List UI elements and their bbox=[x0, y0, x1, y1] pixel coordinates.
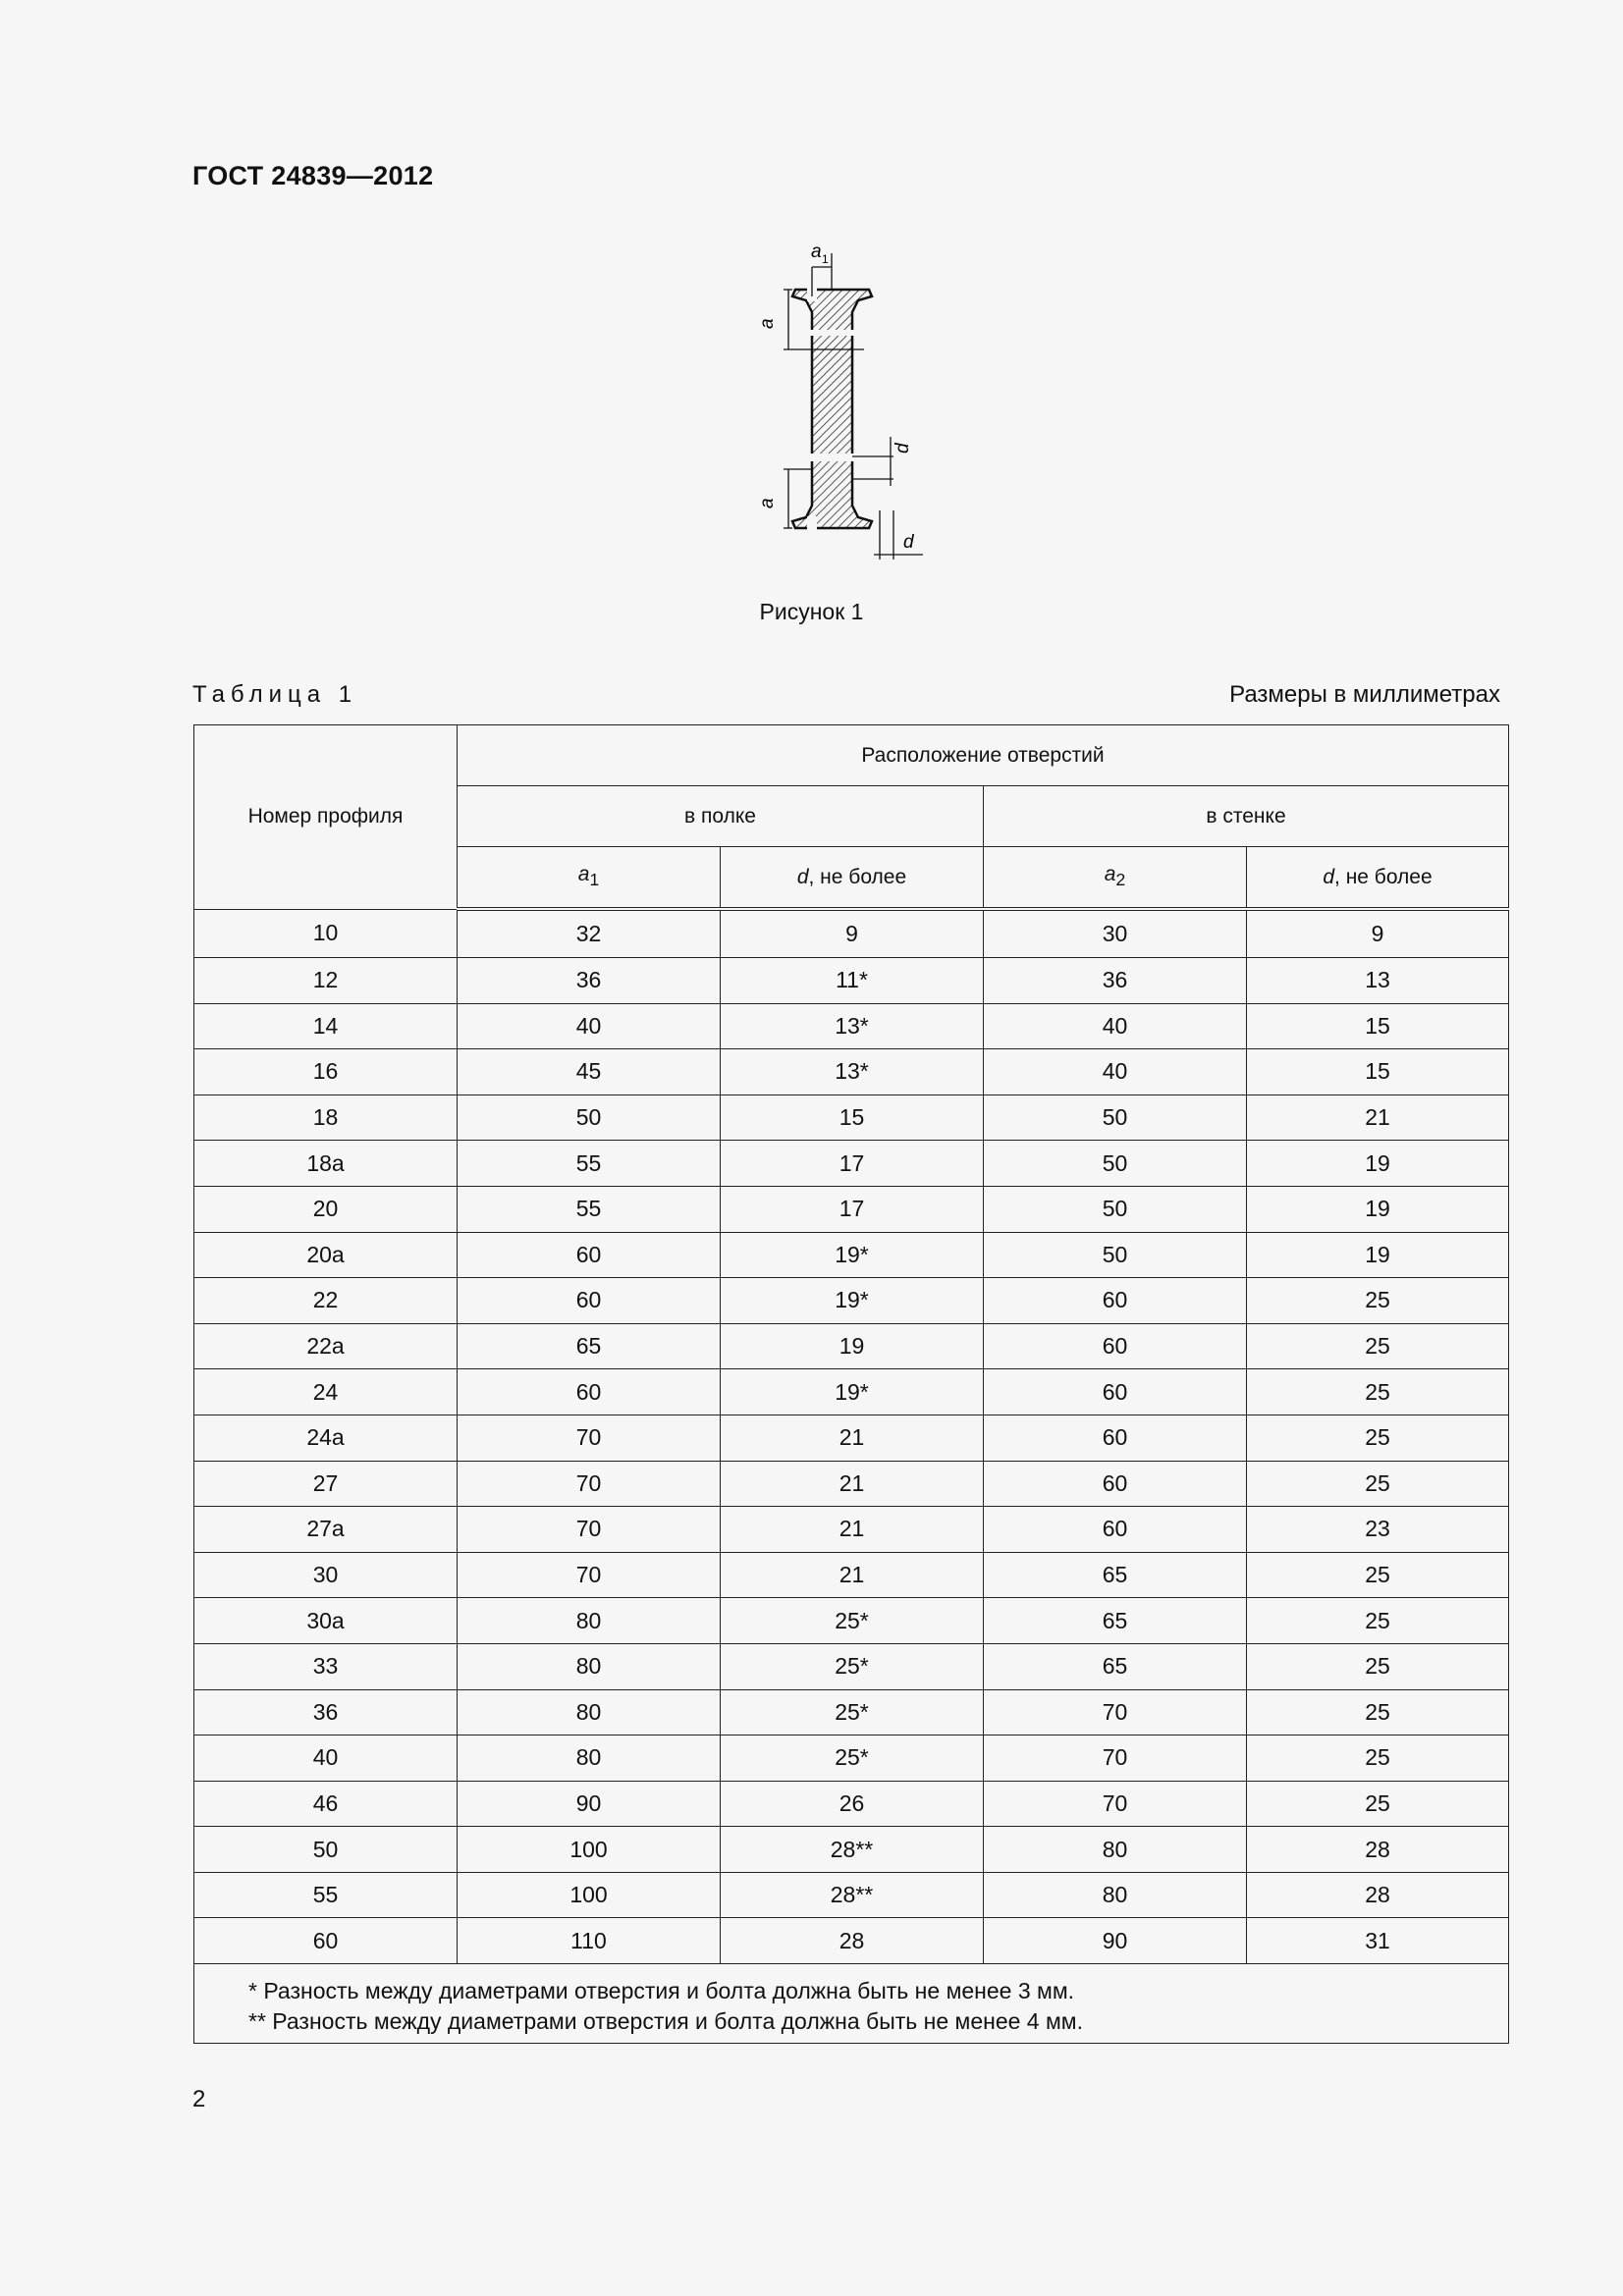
table-row bbox=[194, 1781, 1509, 1827]
table-cell: 65 bbox=[984, 1643, 1247, 1689]
table-cell: 25 bbox=[1247, 1461, 1509, 1507]
table-row bbox=[194, 1918, 1509, 1964]
table-cell: 20 bbox=[194, 1186, 458, 1232]
table-cell: 22а bbox=[194, 1323, 458, 1369]
table-cell: 10 bbox=[194, 909, 458, 958]
table-row bbox=[194, 1643, 1509, 1689]
table-cell: 30а bbox=[194, 1598, 458, 1644]
table-cell: 24а bbox=[194, 1415, 458, 1461]
table-cell: 36 bbox=[194, 1689, 458, 1735]
table-row bbox=[194, 1369, 1509, 1415]
table-cell: 60 bbox=[984, 1278, 1247, 1324]
table-cell: 70 bbox=[458, 1461, 721, 1507]
table-cell: 80 bbox=[458, 1643, 721, 1689]
table-row bbox=[194, 1827, 1509, 1873]
table-cell: 70 bbox=[984, 1781, 1247, 1827]
table-cell: 55 bbox=[458, 1186, 721, 1232]
table-label: Таблица 1 bbox=[192, 681, 358, 708]
table-cell: 9 bbox=[1247, 909, 1509, 958]
table-cell: 32 bbox=[458, 909, 721, 958]
table-cell: 80 bbox=[458, 1689, 721, 1735]
table-cell: 70 bbox=[458, 1552, 721, 1598]
table-cell: 65 bbox=[984, 1598, 1247, 1644]
table-cell: 13 bbox=[1247, 958, 1509, 1004]
table-cell: 25 bbox=[1247, 1735, 1509, 1782]
table-cell: 110 bbox=[458, 1918, 721, 1964]
table-cell: 19 bbox=[1247, 1186, 1509, 1232]
table-cell: 28 bbox=[1247, 1827, 1509, 1873]
header-a2: $a_2$ bbox=[984, 847, 1247, 910]
table-cell: 60 bbox=[984, 1461, 1247, 1507]
table-cell: 60 bbox=[984, 1323, 1247, 1369]
label-a2-top: a bbox=[757, 318, 778, 329]
table-cell: 65 bbox=[984, 1552, 1247, 1598]
table-cell: 70 bbox=[458, 1507, 721, 1553]
table-cell: 15 bbox=[721, 1095, 984, 1141]
figure-caption: Рисунок 1 bbox=[759, 599, 864, 624]
table-cell: 19 bbox=[1247, 1141, 1509, 1187]
table-cell: 90 bbox=[984, 1918, 1247, 1964]
table-cell: 65 bbox=[458, 1323, 721, 1369]
table-cell: 20а bbox=[194, 1232, 458, 1278]
table-cell: 55 bbox=[194, 1872, 458, 1918]
table-cell: 60 bbox=[458, 1369, 721, 1415]
table-row bbox=[194, 1232, 1509, 1278]
table-cell: 19* bbox=[721, 1369, 984, 1415]
table-cell: 25 bbox=[1247, 1643, 1509, 1689]
table-cell: 40 bbox=[194, 1735, 458, 1782]
table-cell: 33 bbox=[194, 1643, 458, 1689]
table-cell: 12 bbox=[194, 958, 458, 1004]
table-cell: 25* bbox=[721, 1735, 984, 1782]
header-hole-location: Расположение отверстий bbox=[458, 725, 1509, 786]
table-cell: 27а bbox=[194, 1507, 458, 1553]
table-row bbox=[194, 1872, 1509, 1918]
table-cell: 30 bbox=[984, 909, 1247, 958]
table-cell: 19 bbox=[1247, 1232, 1509, 1278]
table-cell: 16 bbox=[194, 1049, 458, 1095]
table-cell: 50 bbox=[984, 1186, 1247, 1232]
table-cell: 31 bbox=[1247, 1918, 1509, 1964]
table-cell: 25* bbox=[721, 1598, 984, 1644]
table-cell: 60 bbox=[194, 1918, 458, 1964]
table-cell: 9 bbox=[721, 909, 984, 958]
table-cell: 28** bbox=[721, 1872, 984, 1918]
table-cell: 80 bbox=[984, 1827, 1247, 1873]
table-cell: 100 bbox=[458, 1872, 721, 1918]
table-cell: 17 bbox=[721, 1141, 984, 1187]
table-row bbox=[194, 1323, 1509, 1369]
table-cell: 25 bbox=[1247, 1552, 1509, 1598]
note-single-asterisk: * Разность между диаметрами отверстия и болта должна быть не менее 3 мм. bbox=[248, 1978, 1075, 2004]
table-cell: 40 bbox=[458, 1003, 721, 1049]
table-cell: 13* bbox=[721, 1049, 984, 1095]
table-cell: 30 bbox=[194, 1552, 458, 1598]
table-cell: 21 bbox=[721, 1507, 984, 1553]
table-row bbox=[194, 1735, 1509, 1782]
table-row bbox=[194, 1415, 1509, 1461]
header-d-web: d, не более bbox=[1247, 847, 1509, 910]
header-profile-number: Номер профиля bbox=[194, 725, 458, 910]
table-cell: 28 bbox=[721, 1918, 984, 1964]
table-cell: 60 bbox=[984, 1415, 1247, 1461]
table-cell: 90 bbox=[458, 1781, 721, 1827]
table-row bbox=[194, 958, 1509, 1004]
table-cell: 60 bbox=[984, 1507, 1247, 1553]
table-cell: 70 bbox=[984, 1735, 1247, 1782]
table-cell: 50 bbox=[984, 1095, 1247, 1141]
table-cell: 70 bbox=[458, 1415, 721, 1461]
table-cell: 28 bbox=[1247, 1872, 1509, 1918]
table-cell: 40 bbox=[984, 1049, 1247, 1095]
table-row bbox=[194, 1598, 1509, 1644]
table-row bbox=[194, 1049, 1509, 1095]
table-row bbox=[194, 1186, 1509, 1232]
label-d-flange: d bbox=[903, 532, 914, 553]
header-a1: $a_1$ bbox=[458, 847, 721, 910]
table-row bbox=[194, 1141, 1509, 1187]
table-cell: 36 bbox=[458, 958, 721, 1004]
header-d-flange: d, не более bbox=[721, 847, 984, 910]
table-cell: 18 bbox=[194, 1095, 458, 1141]
table-cell: 21 bbox=[721, 1461, 984, 1507]
table-cell: 24 bbox=[194, 1369, 458, 1415]
header-in-flange: в полке bbox=[458, 786, 984, 847]
table-cell: 27 bbox=[194, 1461, 458, 1507]
table-cell: 50 bbox=[194, 1827, 458, 1873]
table-row bbox=[194, 1095, 1509, 1141]
table-cell: 25 bbox=[1247, 1781, 1509, 1827]
table-cell: 70 bbox=[984, 1689, 1247, 1735]
table-cell: 23 bbox=[1247, 1507, 1509, 1553]
table-cell: 55 bbox=[458, 1141, 721, 1187]
table-cell: 50 bbox=[984, 1232, 1247, 1278]
table-cell: 14 bbox=[194, 1003, 458, 1049]
table-cell: 15 bbox=[1247, 1049, 1509, 1095]
table-cell: 25 bbox=[1247, 1598, 1509, 1644]
table-cell: 100 bbox=[458, 1827, 721, 1873]
table-cell: 25 bbox=[1247, 1278, 1509, 1324]
document-title: ГОСТ 24839—2012 bbox=[192, 161, 434, 190]
table-cell: 25 bbox=[1247, 1689, 1509, 1735]
table-cell: 19* bbox=[721, 1278, 984, 1324]
table-cell: 25 bbox=[1247, 1415, 1509, 1461]
label-a1-sub: 1 bbox=[822, 252, 829, 266]
table-row bbox=[194, 1507, 1509, 1553]
table-cell: 22 bbox=[194, 1278, 458, 1324]
table-row bbox=[194, 1552, 1509, 1598]
table-cell: 17 bbox=[721, 1186, 984, 1232]
table-body bbox=[194, 909, 1509, 1964]
table-cell: 50 bbox=[458, 1095, 721, 1141]
table-cell: 40 bbox=[984, 1003, 1247, 1049]
table-row bbox=[194, 909, 1509, 958]
i-beam-figure bbox=[746, 236, 943, 569]
table-row bbox=[194, 1689, 1509, 1735]
table-row bbox=[194, 1461, 1509, 1507]
table-cell: 45 bbox=[458, 1049, 721, 1095]
label-a1: a bbox=[811, 241, 822, 262]
table-cell: 46 bbox=[194, 1781, 458, 1827]
table-cell: 80 bbox=[458, 1598, 721, 1644]
table-cell: 80 bbox=[458, 1735, 721, 1782]
table-cell: 25 bbox=[1247, 1369, 1509, 1415]
i-beam-section bbox=[792, 290, 872, 528]
table-row bbox=[194, 1278, 1509, 1324]
table-cell: 25* bbox=[721, 1643, 984, 1689]
table-cell: 25 bbox=[1247, 1323, 1509, 1369]
table-cell: 19 bbox=[721, 1323, 984, 1369]
table-cell: 21 bbox=[721, 1415, 984, 1461]
table-row bbox=[194, 1003, 1509, 1049]
table-cell: 50 bbox=[984, 1141, 1247, 1187]
table-cell: 21 bbox=[721, 1552, 984, 1598]
table-cell: 25* bbox=[721, 1689, 984, 1735]
units-note: Размеры в миллиметрах bbox=[1229, 681, 1500, 708]
table-cell: 19* bbox=[721, 1232, 984, 1278]
dimensions-table bbox=[193, 724, 1509, 2044]
page-number: 2 bbox=[192, 2086, 206, 2112]
table-cell: 18а bbox=[194, 1141, 458, 1187]
note-double-asterisk: ** Разность между диаметрами отверстия и болта должна быть не менее 4 мм. bbox=[248, 2008, 1083, 2035]
table-cell: 26 bbox=[721, 1781, 984, 1827]
header-in-web: в стенке bbox=[984, 786, 1509, 847]
table-cell: 13* bbox=[721, 1003, 984, 1049]
table-cell: 36 bbox=[984, 958, 1247, 1004]
table-cell: 11* bbox=[721, 958, 984, 1004]
table-cell: 21 bbox=[1247, 1095, 1509, 1141]
label-a2-bottom: a bbox=[757, 498, 778, 508]
table-notes bbox=[194, 1964, 1509, 2044]
table-cell: 15 bbox=[1247, 1003, 1509, 1049]
table-cell: 60 bbox=[458, 1232, 721, 1278]
table-cell: 28** bbox=[721, 1827, 984, 1873]
table-cell: 60 bbox=[984, 1369, 1247, 1415]
table-cell: 80 bbox=[984, 1872, 1247, 1918]
table-cell: 60 bbox=[458, 1278, 721, 1324]
label-d-web: d bbox=[893, 443, 913, 454]
